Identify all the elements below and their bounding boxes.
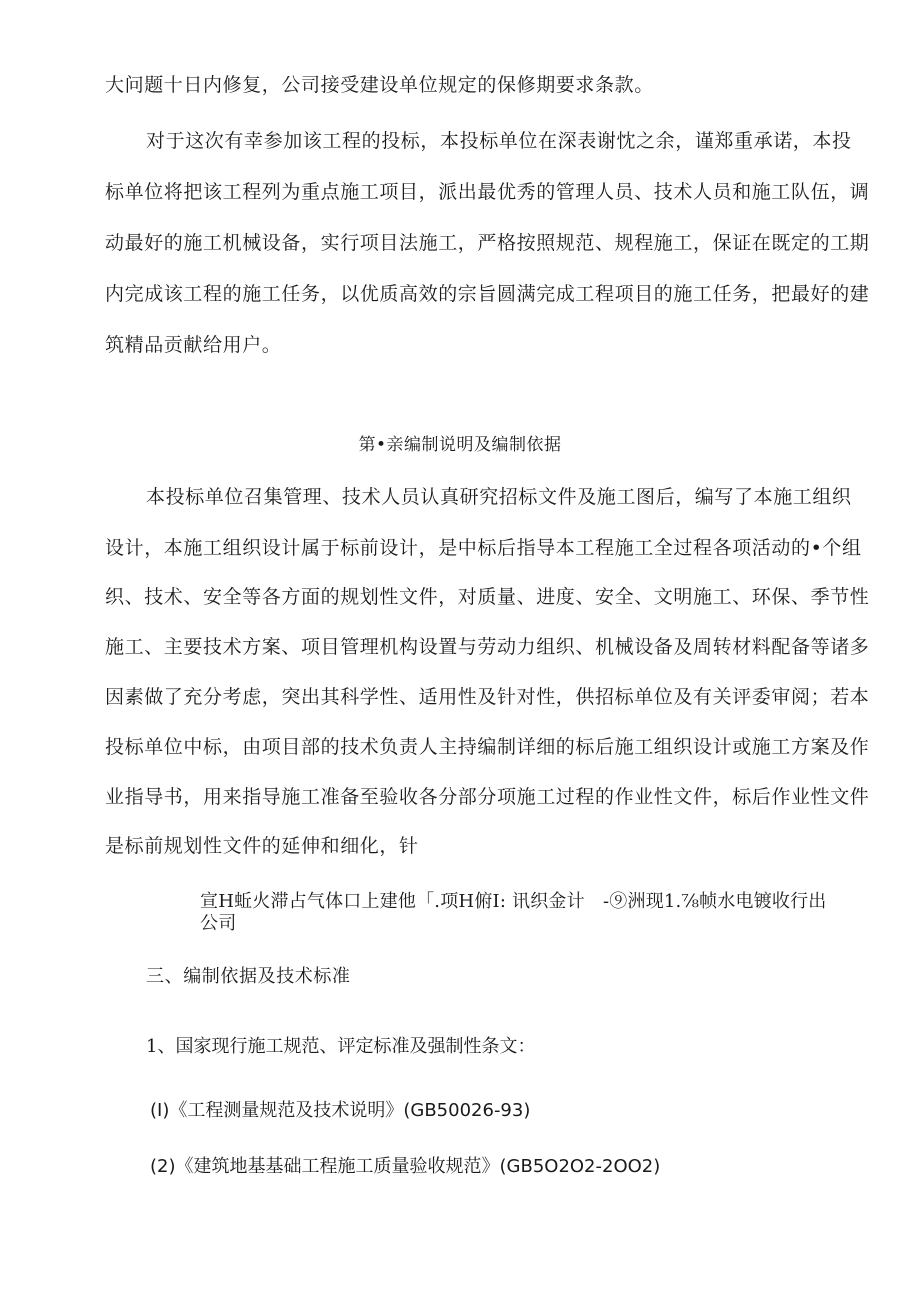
paragraph-line: 标单位将把该工程列为重点施工项目，派出最优秀的管理人员、技术人员和施工队伍，调 — [105, 181, 870, 203]
paragraph-line: 设计，本施工组织设计属于标前设计，是中标后指导本工程施工全过程各项活动的•个组 — [105, 537, 862, 559]
standard-item — [150, 1154, 660, 1180]
paragraph-line: 动最好的施工机械设备，实行项目法施工，严格按照规范、规程施工，保证在既定的工期 — [105, 232, 870, 254]
paragraph-line: 筑精品贡献给用户。 — [105, 334, 282, 356]
standard-code: (GB5O2O2-2OO2) — [499, 1156, 661, 1177]
garbled-text-line: 公司 — [200, 913, 237, 934]
subsection-heading: 三、编制依据及技术标准 — [146, 966, 351, 987]
paragraph-line: 织、技术、安全等各方面的规划性文件，对质量、进度、安全、文明施工、环保、季节性 — [105, 586, 870, 608]
paragraph-line: 投标单位中标，由项目部的技术负责人主持编制详细的标后施工组织设计或施工方案及作 — [105, 736, 870, 758]
standard-title: 《建筑地基基础工程施工质量验收规范》 — [175, 1156, 500, 1177]
standard-number: (I) — [150, 1100, 170, 1121]
garbled-text-line: 宣H蚯火滞占气体口上建他「.项H俯I: 讯织金计 -⑨洲现1.⅞帧水电镀收行出 — [200, 891, 827, 912]
paragraph-line: 业指导书，用来指导施工准备至验收各分部分项施工过程的作业性文件，标后作业性文件 — [105, 786, 870, 808]
paragraph-line: 因素做了充分考虑，突出其科学性、适用性及针对性，供招标单位及有关评委审阅；若本 — [105, 686, 870, 708]
paragraph-line: 内完成该工程的施工任务，以优质高效的宗旨圆满完成工程项目的施工任务，把最好的建 — [105, 283, 870, 305]
section-heading: 第•亲编制说明及编制依据 — [358, 435, 562, 455]
list-intro — [146, 1034, 535, 1060]
paragraph-line: 是标前规划性文件的延伸和细化，针 — [105, 835, 419, 857]
paragraph-line: 本投标单位召集管理、技术人员认真研究招标文件及施工图后，编写了本施工组织 — [146, 486, 852, 508]
paragraph-line: 对于这次有幸参加该工程的投标，本投标单位在深表谢忱之余，谨郑重承诺，本投 — [146, 130, 852, 152]
paragraph-line: 施工、主要技术方案、项目管理机构设置与劳动力组织、机械设备及周转材料配备等诸多 — [105, 636, 870, 658]
list-intro-text: 1、国家现行施工规范、评定标准及强制性条文： — [146, 1036, 536, 1057]
standard-number: (2) — [150, 1156, 176, 1177]
standard-item — [150, 1098, 530, 1124]
standard-code: (GB50026-93) — [403, 1100, 531, 1121]
paragraph-line: 大问题十日内修复，公司接受建设单位规定的保修期要求条款。 — [105, 74, 654, 96]
standard-title: 《工程测量规范及技术说明》 — [169, 1100, 404, 1121]
